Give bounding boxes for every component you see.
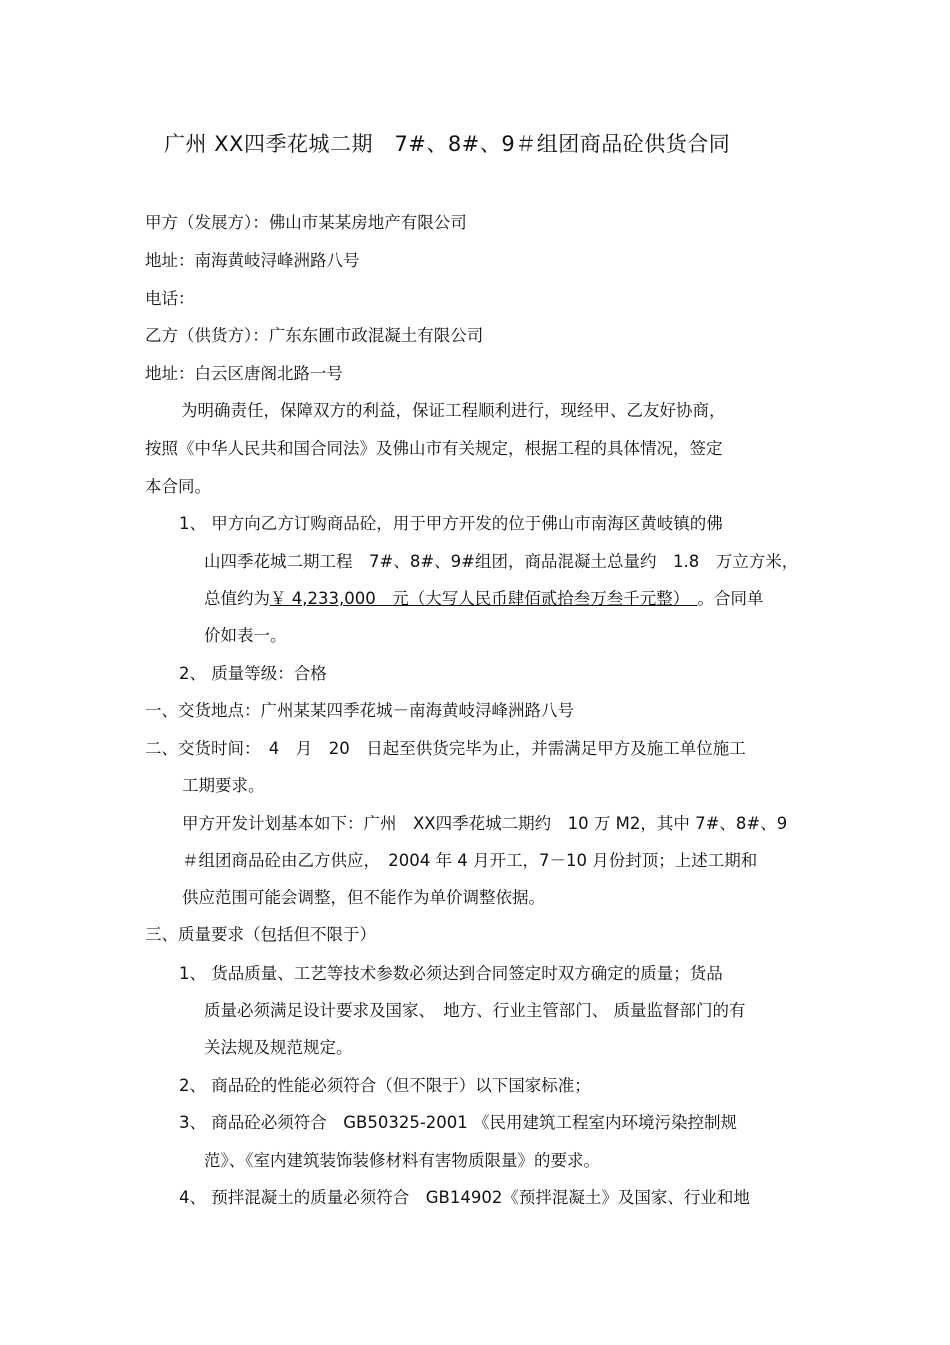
section3-item: 3、 商品砼必须符合 GB50325-2001 《民用建筑工程室内环境污染控制规 (179, 1113, 738, 1132)
section2-line: 二、交货时间： 4 月 20 日起至供货完毕为止，并需满足甲方及施工单位施工 (145, 739, 746, 758)
item1-line (204, 589, 763, 609)
item1-line: 1、 甲方向乙方订购商品砼，用于甲方开发的位于佛山市南海区黄岐镇的佛 (179, 514, 723, 533)
section3-item: 关法规及规范规定。 (204, 1038, 353, 1057)
address-a: 地址：南海黄岐浔峰洲路八号 (145, 251, 360, 270)
address-b: 地址：白云区唐阁北路一号 (145, 364, 343, 383)
section2-plan: 甲方开发计划基本如下：广州 XX四季花城二期约 10 万 M2，其中 7#、8#、9 (182, 814, 788, 833)
section2-plan: ＃组团商品砼由乙方供应， 2004 年 4 月开工，7－10 月份封顶；上述工期和 (182, 851, 758, 870)
section3-item: 2、 商品砼的性能必须符合（但不限于）以下国家标准； (179, 1076, 591, 1095)
contract-title: 广州 XX四季花城二期 7#、8#、9＃组团商品砼供货合同 (164, 132, 731, 156)
preamble-line: 按照《中华人民共和国合同法》及佛山市有关规定，根据工程的具体情况，签定 (145, 439, 723, 458)
item2: 2、 质量等级：合格 (179, 664, 327, 683)
preamble-line: 为明确责任，保障双方的利益，保证工程顺利进行，现经甲、乙友好协商， (181, 401, 726, 420)
item1-line: 山四季花城二期工程 7#、8#、9#组团，商品混凝土总量约 1.8 万立方米， (204, 552, 799, 571)
section3-item: 范》、《室内建筑装饰装修材料有害物质限量》的要求。 (204, 1151, 600, 1170)
section2-plan: 供应范围可能会调整，但不能作为单价调整依据。 (182, 888, 545, 907)
section3-item: 1、 货品质量、工艺等技术参数必须达到合同签定时双方确定的质量；货品 (179, 964, 723, 983)
section3-heading: 三、质量要求（包括但不限于） (145, 925, 376, 944)
total-prefix: 总值约为 (204, 589, 270, 608)
phone: 电话： (145, 289, 195, 308)
section3-item: 质量必须满足设计要求及国家、 地方、行业主管部门、 质量监督部门的有 (204, 1001, 746, 1020)
total-amount: ￥ 4,233,000 元（大写人民币肆佰贰拾叁万叁千元整） (270, 589, 698, 608)
item1-line: 价如表一。 (204, 626, 287, 645)
party-a: 甲方（发展方）：佛山市某某房地产有限公司 (145, 213, 467, 232)
total-suffix: 。合同单 (697, 589, 764, 608)
party-b: 乙方（供货方）：广东东圃市政混凝土有限公司 (145, 326, 484, 345)
preamble-line: 本合同。 (145, 477, 211, 496)
section2-line: 工期要求。 (182, 776, 265, 795)
section1: 一、交货地点：广州某某四季花城－南海黄岐浔峰洲路八号 (145, 701, 574, 720)
section3-item: 4、 预拌混凝土的质量必须符合 GB14902《预拌混凝土》及国家、行业和地 (179, 1188, 750, 1207)
